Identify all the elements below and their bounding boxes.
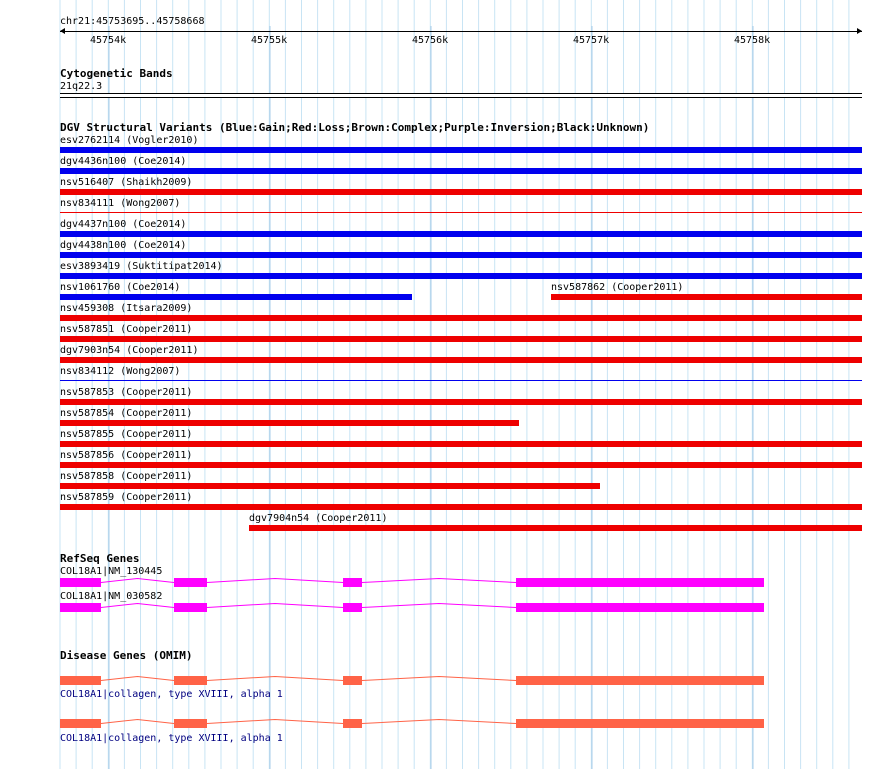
ruler-right-arrow-icon[interactable] [857,28,862,34]
exon-block [60,719,101,728]
dgv-variant-label[interactable]: nsv834112 (Wong2007) [60,366,181,377]
dgv-variant-label[interactable]: nsv587854 (Cooper2011) [60,408,193,419]
dgv-variant-bar[interactable] [60,252,862,258]
intron-line [362,579,516,583]
dgv-variant-bar[interactable] [60,315,862,321]
dgv-variant-bar[interactable] [60,231,862,237]
intron-line [207,579,343,583]
dgv-variant-bar[interactable] [60,273,862,279]
dgv-variant-bar[interactable] [60,399,862,405]
dgv-variant-label[interactable]: dgv7903n54 (Cooper2011) [60,345,199,356]
dgv-variant-label[interactable]: dgv7904n54 (Cooper2011) [249,513,388,524]
exon-block [174,719,207,728]
dgv-variant-label[interactable]: dgv4437n100 (Coe2014) [60,219,187,230]
intron-line [101,604,174,608]
refseq-gene-model[interactable] [60,578,764,587]
intron-line [362,604,516,608]
dgv-variant-bar[interactable] [60,420,519,426]
dgv-variant-bar[interactable] [60,441,862,447]
exon-block [60,578,101,587]
omim-gene-label[interactable]: COL18A1|collagen, type XVIII, alpha 1 [60,733,283,744]
exon-block [343,578,362,587]
dgv-variant-label[interactable]: nsv587853 (Cooper2011) [60,387,193,398]
intron-line [101,579,174,583]
omim-gene-model[interactable] [60,676,764,685]
cytoband-label[interactable]: 21q22.3 [60,81,103,92]
location-label: chr21:45753695..45758668 [60,16,205,27]
dgv-variant-bar[interactable] [60,212,862,213]
dgv-variant-bar[interactable] [60,147,862,153]
dgv-variant-label[interactable]: nsv459308 (Itsara2009) [60,303,193,314]
omim-gene-label[interactable]: COL18A1|collagen, type XVIII, alpha 1 [60,689,283,700]
dgv-variant-label[interactable]: nsv587859 (Cooper2011) [60,492,193,503]
dgv-variant-bar[interactable] [249,525,862,531]
ruler-tick-label: 45756k [412,35,449,46]
dgv-variant-bar[interactable] [60,462,862,468]
intron-line [101,720,174,724]
cytoband-bar[interactable] [60,93,862,98]
ruler-tick-label: 45754k [90,35,127,46]
dgv-variant-label[interactable]: nsv587858 (Cooper2011) [60,471,193,482]
dgv-track-title: DGV Structural Variants (Blue:Gain;Red:Loss;Brown:Complex;Purple:Inversion;Black:Unknown) [60,121,650,134]
exon-block [343,676,362,685]
dgv-variant-label[interactable]: esv3893419 (Suktitipat2014) [60,261,223,272]
exon-block [516,578,764,587]
dgv-variant-label[interactable]: dgv4438n100 (Coe2014) [60,240,187,251]
ruler-tick-label: 45755k [251,35,288,46]
dgv-variant-label[interactable]: nsv587851 (Cooper2011) [60,324,193,335]
intron-line [207,604,343,608]
ruler-left-arrow-icon[interactable] [60,28,65,34]
dgv-variant-label[interactable]: nsv587856 (Cooper2011) [60,450,193,461]
refseq-gene-model[interactable] [60,603,764,612]
exon-block [174,676,207,685]
intron-line [362,677,516,681]
intron-line [207,720,343,724]
exon-block [516,719,764,728]
intron-line [362,720,516,724]
exon-block [343,719,362,728]
dgv-variant-label[interactable]: nsv587855 (Cooper2011) [60,429,193,440]
exon-block [516,676,764,685]
refseq-track-title: RefSeq Genes [60,552,140,565]
dgv-variant-label[interactable]: dgv4436n100 (Coe2014) [60,156,187,167]
exon-block [174,603,207,612]
dgv-variant-label[interactable]: esv2762114 (Vogler2010) [60,135,199,146]
omim-gene-model[interactable] [60,719,764,728]
ruler-tick-label: 45758k [734,35,771,46]
dgv-variant-bar[interactable] [60,504,862,510]
refseq-transcript-label[interactable]: COL18A1|NM_130445 [60,566,163,577]
cytoband-track-title: Cytogenetic Bands [60,67,173,80]
refseq-transcript-label[interactable]: COL18A1|NM_030582 [60,591,163,602]
dgv-variant-bar[interactable] [60,483,600,489]
ruler-axis-line [60,31,862,32]
omim-track-title: Disease Genes (OMIM) [60,649,193,662]
exon-block [174,578,207,587]
exon-block [516,603,764,612]
dgv-variant-label[interactable]: nsv834111 (Wong2007) [60,198,181,209]
dgv-variant-bar[interactable] [551,294,862,300]
dgv-variant-label[interactable]: nsv587862 (Cooper2011) [551,282,684,293]
dgv-variant-label[interactable]: nsv1061760 (Coe2014) [60,282,181,293]
exon-block [60,603,101,612]
dgv-variant-bar[interactable] [60,294,412,300]
dgv-variant-label[interactable]: nsv516407 (Shaikh2009) [60,177,193,188]
dgv-variant-bar[interactable] [60,336,862,342]
exon-block [60,676,101,685]
intron-line [207,677,343,681]
exon-block [343,603,362,612]
dgv-variant-bar[interactable] [60,380,862,381]
dgv-variant-bar[interactable] [60,189,862,195]
intron-line [101,677,174,681]
ruler-tick-label: 45757k [573,35,610,46]
dgv-variant-bar[interactable] [60,168,862,174]
dgv-variant-bar[interactable] [60,357,862,363]
